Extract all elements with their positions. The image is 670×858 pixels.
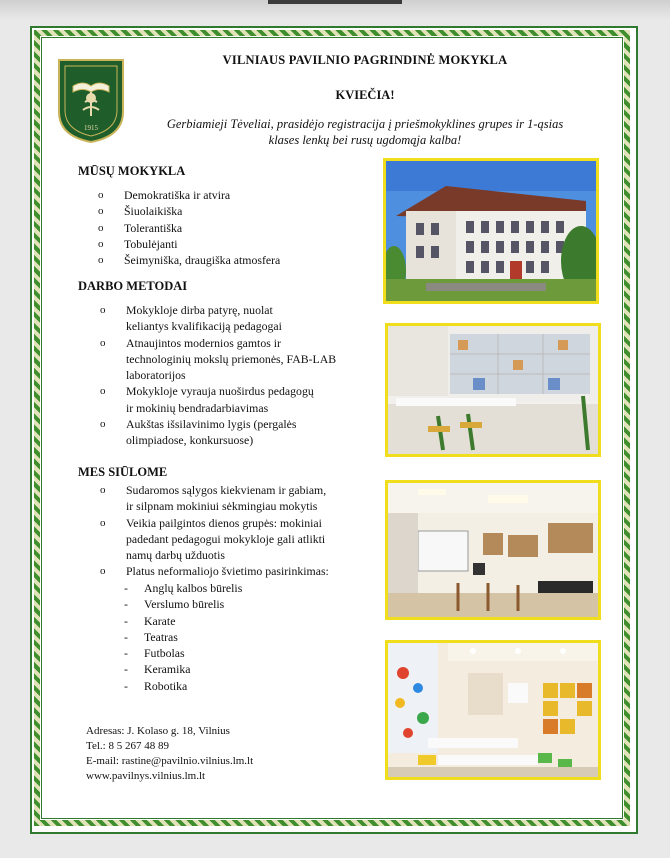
dash-bullet: -	[124, 581, 128, 595]
photo-preschool-room	[385, 640, 601, 780]
list-item-text: olimpiadose, konkursuose)	[126, 433, 254, 448]
dash-bullet: -	[124, 678, 128, 693]
list-item-text: Aukštas išsilavinimo lygis (pergalės	[126, 417, 297, 432]
intro-text	[150, 116, 580, 148]
dash-bullet: -	[124, 646, 128, 661]
bullet: o	[100, 516, 106, 529]
activities-list	[124, 580, 344, 694]
list-item	[100, 482, 375, 515]
viewer-top-bar	[0, 0, 670, 20]
activity-text: Karate	[144, 613, 176, 628]
list-item-text: keliantys kvalifikaciją pedagogai	[126, 319, 282, 334]
activity-text: Robotika	[144, 678, 188, 693]
website-text: www.pavilnys.vilnius.lm.lt	[86, 770, 206, 782]
list-item-text: namų darbų užduotis	[126, 548, 225, 563]
logo-year: 1915	[84, 124, 98, 132]
activity-text: Futbolas	[144, 646, 185, 661]
dash-bullet: -	[124, 613, 128, 628]
list-item	[98, 203, 358, 219]
email-text: E-mail: rastine@pavilnio.vilnius.lm.lt	[86, 755, 254, 767]
activity-text: Keramika	[144, 662, 191, 677]
list-item-text: Demokratiška ir atvira	[124, 188, 231, 202]
bullet: o	[98, 254, 104, 267]
bullet: o	[98, 189, 104, 201]
school-features-list	[98, 187, 358, 268]
activity-item	[124, 580, 344, 596]
list-item-text: Tobulėjanti	[124, 236, 178, 251]
list-item-text: Šiuolaikiška	[124, 204, 183, 219]
list-item-text: Atnaujintos modernios gamtos ir	[126, 335, 281, 350]
list-item-text: Platus neformaliojo švietimo pasirinkimas:	[126, 564, 329, 579]
list-item	[100, 416, 370, 449]
offer-list	[100, 482, 375, 580]
activity-item	[124, 629, 344, 645]
list-item-text: padedant pedagogui mokykloje gali atlikti	[126, 531, 326, 546]
bullet: o	[98, 237, 104, 250]
list-item-text: Tolerantiška	[124, 220, 183, 235]
list-item-text: Mokykloje vyrauja nuoširdus pedagogų	[126, 384, 314, 399]
list-item-text: ir silpnam mokiniui sėkmingiau mokytis	[126, 499, 318, 514]
bullet: o	[100, 304, 106, 316]
list-item-text: Šeimyniška, draugiška atmosfera	[124, 253, 281, 268]
list-item-text: laboratorijos	[126, 368, 186, 383]
activity-item	[124, 678, 344, 694]
bullet: o	[100, 336, 106, 349]
activity-text: Anglų kalbos būrelis	[144, 581, 243, 595]
bullet: o	[100, 484, 106, 496]
list-item-text: technologinių mokslų priemonės, FAB-LAB	[126, 351, 337, 366]
activity-text: Teatras	[144, 629, 178, 644]
school-name: VILNIAUS PAVILNIO PAGRINDINĖ MOKYKLA	[222, 53, 508, 67]
intro-line: Gerbiamieji Tėveliai, prasidėjo registracija į priešmokyklines grupes ir 1-ąsias	[166, 117, 564, 131]
section-heading-offer: MES SIŪLOME	[78, 465, 168, 479]
phone-text: Tel.: 8 5 267 48 89	[86, 740, 169, 752]
section-heading-school: MŪSŲ MOKYKLA	[78, 164, 186, 178]
list-item-text: Sudaromos sąlygos kiekvienam ir gabiam,	[126, 483, 327, 497]
dash-bullet: -	[124, 629, 128, 644]
photo-school-building	[383, 158, 599, 304]
activity-item	[124, 613, 344, 629]
list-item	[98, 187, 358, 203]
section-heading-methods: DARBO METODAI	[78, 279, 188, 293]
dash-bullet: -	[124, 662, 128, 677]
list-item	[98, 236, 358, 252]
list-item	[98, 220, 358, 236]
school-logo	[55, 58, 127, 144]
dash-bullet: -	[124, 597, 128, 612]
bullet: o	[100, 565, 106, 578]
bullet: o	[100, 418, 106, 431]
list-item-text: Mokykloje dirba patyrę, nuolat	[126, 303, 273, 317]
list-item-text: ir mokinių bendradarbiavimas	[126, 400, 269, 415]
photo-lab-classroom	[385, 323, 601, 457]
list-item	[100, 383, 370, 416]
activity-item	[124, 645, 344, 661]
activity-item	[124, 661, 344, 677]
intro-line: klases lenkų bei rusų ugdomąja kalba!	[268, 133, 462, 147]
invite-heading: KVIEČIA!	[335, 88, 395, 102]
bullet: o	[98, 221, 104, 234]
photo-robotics-room	[385, 480, 601, 620]
contact-block	[86, 724, 253, 784]
activity-text: Verslumo būrelis	[144, 597, 225, 612]
list-item	[100, 515, 375, 564]
address-text: Adresas: J. Kolaso g. 18, Vilnius	[86, 725, 230, 737]
methods-list	[100, 302, 370, 449]
list-item	[98, 252, 358, 268]
list-item	[100, 335, 370, 384]
list-item	[100, 563, 375, 579]
list-item	[100, 302, 370, 335]
bullet: o	[98, 205, 104, 218]
list-item-text: Veikia pailgintos dienos grupės: mokiniai	[126, 515, 322, 530]
activity-item	[124, 596, 344, 612]
viewer-tab-indicator	[268, 0, 402, 4]
bullet: o	[100, 385, 106, 398]
